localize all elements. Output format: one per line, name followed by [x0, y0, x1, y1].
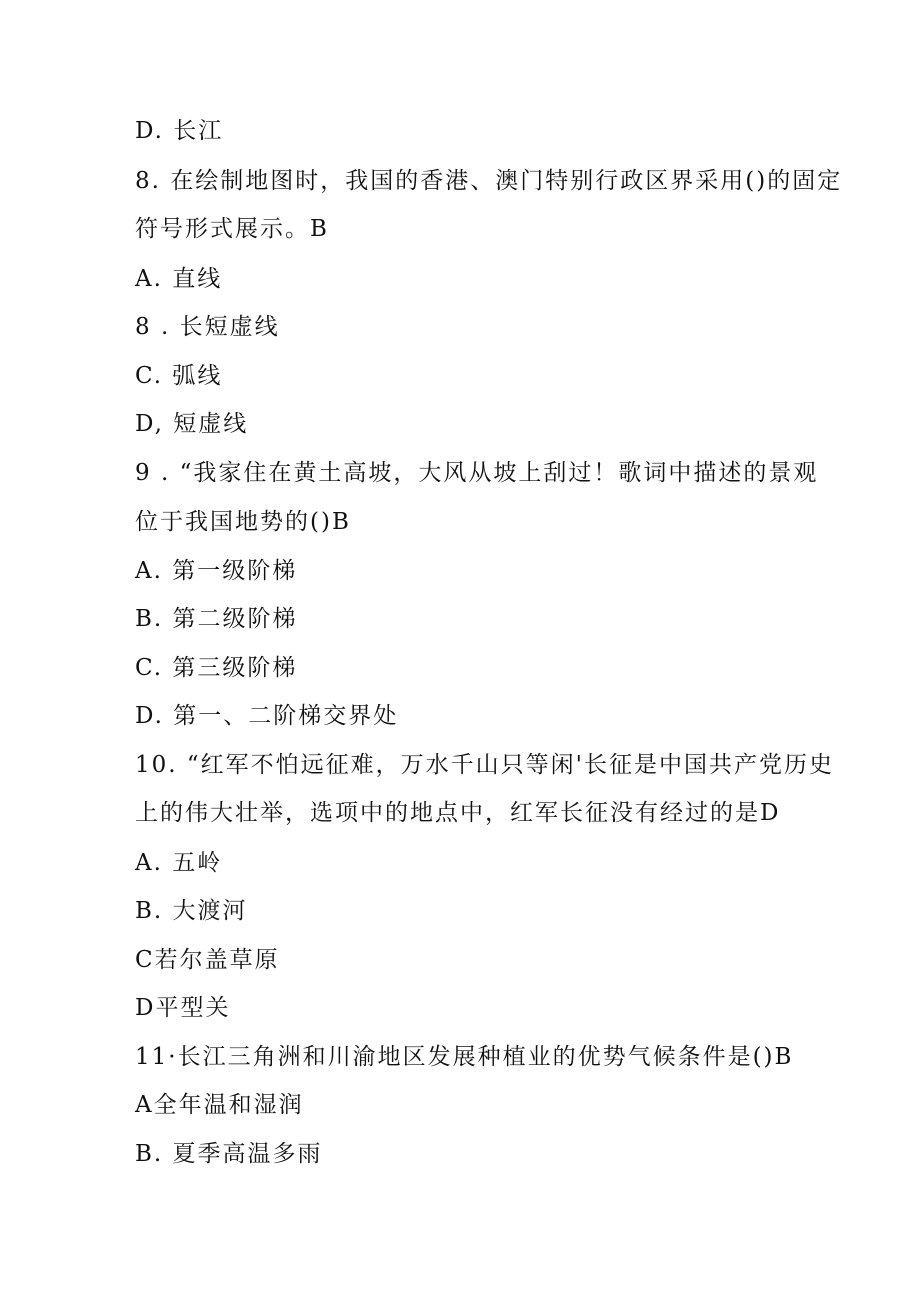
option-d-q10: D平型关	[135, 995, 231, 1021]
option-d-q7: D. 长江	[135, 118, 224, 144]
question-8-line-2: 符号形式展示。B	[135, 216, 329, 242]
question-9-line-2: 位于我国地势的()B	[135, 509, 351, 535]
option-d-q9: D. 第一、二阶梯交界处	[135, 703, 399, 729]
option-b-q11: B. 夏季高温多雨	[135, 1141, 323, 1167]
option-c-q8: C. 弧线	[135, 363, 223, 389]
question-8-line-1: 8. 在绘制地图时，我国的香港、澳门特别行政区界采用()的固定	[135, 168, 843, 194]
option-b-q10: B. 大渡河	[135, 898, 248, 924]
option-b-q8: 8 . 长短虚线	[135, 314, 280, 340]
option-b-q9: B. 第二级阶梯	[135, 606, 298, 632]
option-a-q8: A. 直线	[135, 266, 223, 292]
question-9-line-1: 9 . “我家住在黄土高坡，大风从坡上刮过！歌词中描述的景观	[135, 460, 819, 486]
question-11-line-1: 11·长江三角洲和川渝地区发展种植业的优势气候条件是()B	[135, 1044, 794, 1070]
option-a-q10: A. 五岭	[135, 850, 223, 876]
question-10-line-1: 10. “红军不怕远征难，万水千山只等闲'长征是中国共产党历史	[135, 752, 834, 778]
option-c-q10: C若尔盖草原	[135, 947, 280, 973]
option-c-q9: C. 第三级阶梯	[135, 655, 298, 681]
option-a-q9: A. 第一级阶梯	[135, 558, 298, 584]
option-a-q11: A全年温和湿润	[135, 1092, 304, 1118]
question-10-line-2: 上的伟大壮举，选项中的地点中，红军长征没有经过的是D	[135, 800, 781, 826]
option-d-q8: D, 短虚线	[135, 411, 249, 437]
